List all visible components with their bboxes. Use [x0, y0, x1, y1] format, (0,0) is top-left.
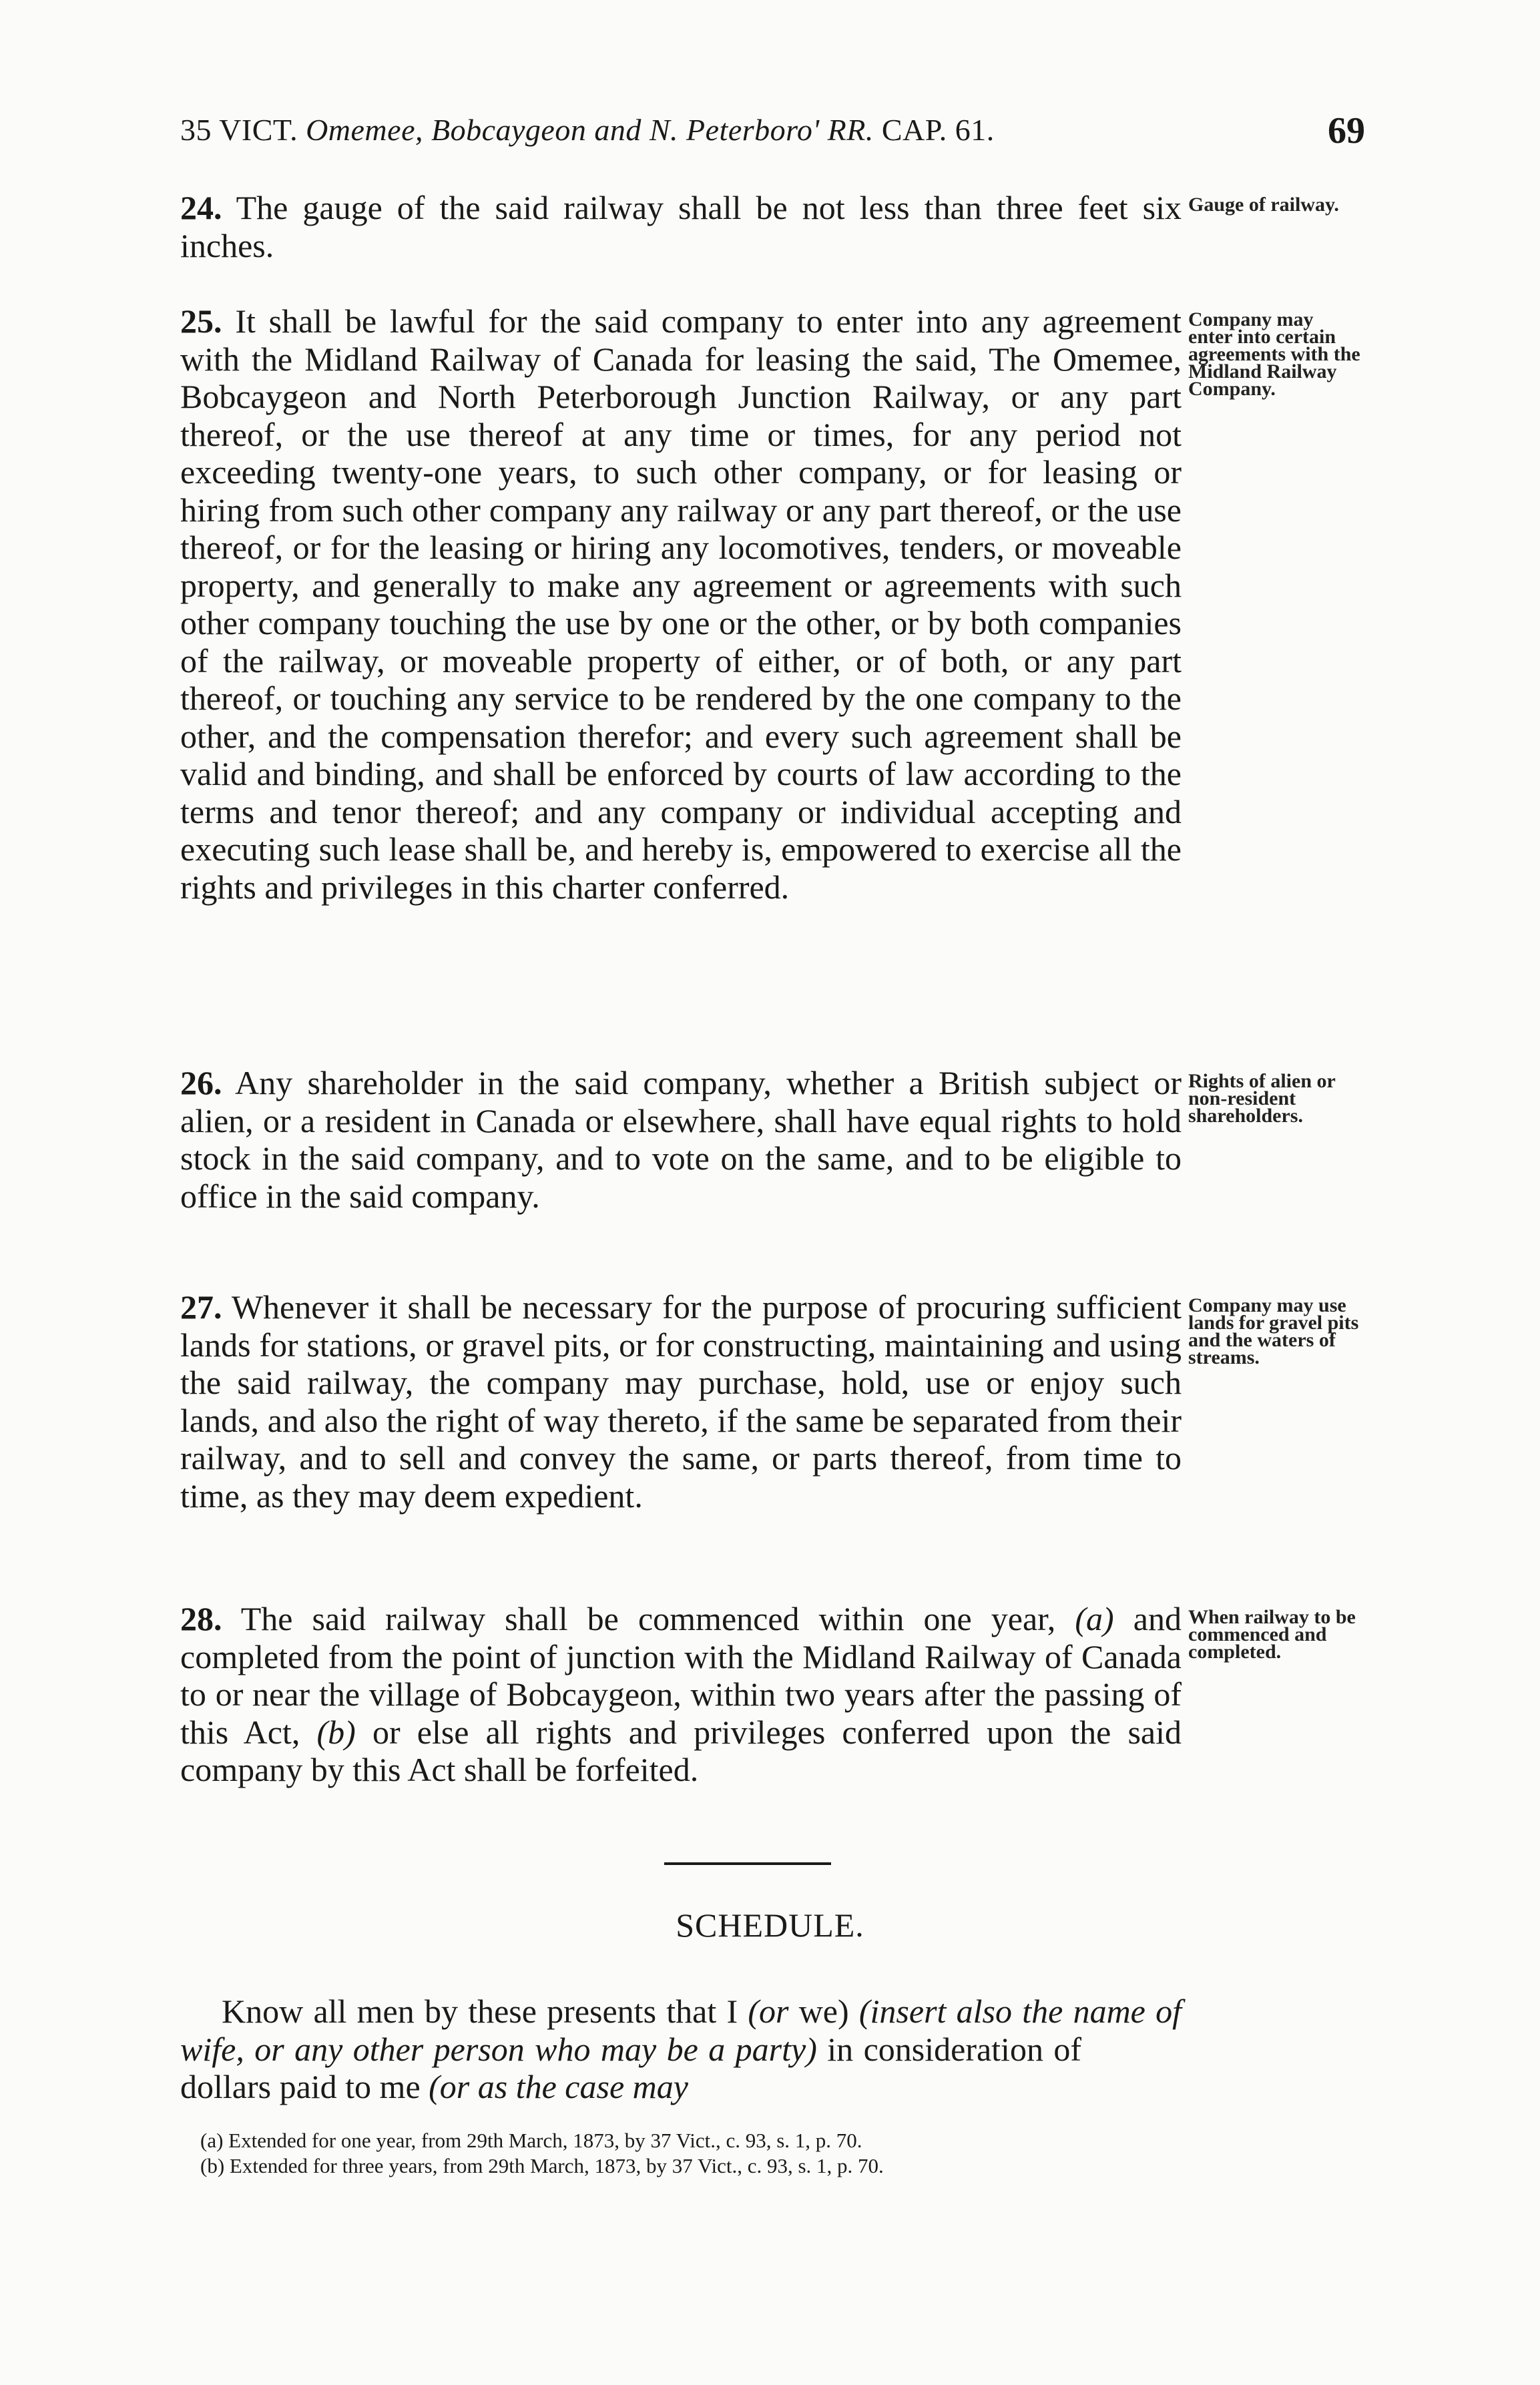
section-number: 24.: [180, 189, 222, 226]
running-title: [180, 112, 995, 148]
schedule-i2: (insert also the name of wife, or any other person who may be a party): [180, 1993, 1182, 2068]
footnotes: [200, 2128, 1188, 2179]
schedule-t4: dollars paid to me: [180, 2068, 421, 2105]
schedule-i1: (or: [748, 1993, 789, 2030]
section-text: Whenever it shall be necessary for the purpose of procuring sufficient lands for stations, or gravel pits, or for constructing, maintaining and using the said railway, the company may purchase, hold, use or enjoy such lands, and also the right of way thereto, if the same be separated from their railway, and to sell and convey the same, or parts thereof, from time to time, as they may deem expedient.: [180, 1288, 1182, 1515]
margin-note-gauge: Gauge of railway.: [1188, 194, 1339, 216]
section-26: [180, 1064, 1182, 1215]
section-text: It shall be lawful for the said company to enter into any agreement with the Midland Railway of Canada for leasing the said, The Omemee, Bobcaygeon and North Peterborough Junction Railway, or any part thereof, or the use thereof at any time or times, for any period not exceeding twenty-one years, to such other company, or for leasing or hiring from such other company any railway or any part thereof, or the use thereof, or for the leasing or hiring any locomotives, tenders, or moveable property, and generally to make any agreement or agreements with such other company touching the use by one or the other, or by both companies of the railway, or moveable property of either, or of both, or any part thereof, or touching any service to be rendered by the one company to the other, and the compensation therefor; and every such agreement shall be valid and binding, and shall be enforced by courts of law according to the terms and tenor thereof; and any company or individual accepting and executing such lease shall be, and hereby is, empowered to exercise all the rights and privileges in this charter conferred.: [180, 302, 1182, 906]
footnote-a: (a) Extended for one year, from 29th March, 1873, by 37 Vict., c. 93, s. 1, p. 70.: [200, 2129, 862, 2152]
schedule-t2: we): [798, 1993, 849, 2030]
section-26-body: [180, 1064, 1182, 1215]
margin-note-shareholders: Rights of alien or non-resident shareholders.: [1188, 1070, 1336, 1127]
section-number: 27.: [180, 1288, 222, 1326]
title-suffix: CAP. 61.: [881, 113, 995, 147]
title-prefix: 35 VICT.: [180, 113, 298, 147]
section-text-b: and completed from the point of junction with the Midland Railway of Canada to or near the village of Bobcaygeon, within two years after the passing of this Act,: [180, 1600, 1182, 1751]
schedule-i3: (or as the case may: [429, 2068, 688, 2105]
section-27-body: [180, 1288, 1182, 1515]
schedule-t3: in consideration of: [827, 2030, 1082, 2068]
section-number: 28.: [180, 1600, 222, 1637]
section-25: [180, 302, 1182, 906]
title-italic: Omemee, Bobcaygeon and N. Peterboro' RR.: [306, 113, 874, 147]
section-27: [180, 1288, 1182, 1515]
divider-rule: [664, 1862, 831, 1865]
section-25-body: [180, 302, 1182, 906]
running-header: [180, 112, 1365, 159]
section-28-body: [180, 1600, 1182, 1789]
section-text-a: The said railway shall be commenced within one year,: [240, 1600, 1056, 1637]
section-24: [180, 189, 1182, 264]
margin-note-commencement: When railway to be commenced and completed.: [1188, 1606, 1356, 1663]
schedule-heading: SCHEDULE.: [676, 1906, 864, 1944]
footnote-ref-b: (b): [316, 1713, 356, 1751]
footnote-b: (b) Extended for three years, from 29th March, 1873, by 37 Vict., c. 93, s. 1, p. 70.: [200, 2154, 884, 2177]
schedule-body: [180, 1993, 1182, 2106]
section-28: [180, 1600, 1182, 1789]
schedule-t1: Know all men by these presents that I: [222, 1993, 738, 2030]
margin-note-lands: Company may use lands for gravel pits and the waters of streams.: [1188, 1294, 1359, 1368]
section-text-c: or else all rights and privileges conferred upon the said company by this Act shall be forfeited.: [180, 1713, 1182, 1788]
section-24-body: [180, 189, 1182, 264]
footnote-ref-a: (a): [1075, 1600, 1114, 1637]
section-number: 26.: [180, 1064, 222, 1101]
section-text: Any shareholder in the said company, whether a British subject or alien, or a resident in Canada or elsewhere, shall have equal rights to hold stock in the said company, and to vote on the same, and to be eligible to office in the said company.: [180, 1064, 1182, 1215]
margin-note-agreements: Company may enter into certain agreements with the Midland Railway Company.: [1188, 308, 1360, 400]
section-number: 25.: [180, 302, 222, 340]
page-number: 69: [1328, 110, 1365, 152]
schedule-paragraph: [180, 1993, 1182, 2106]
section-text: The gauge of the said railway shall be not less than three feet six inches.: [180, 189, 1182, 264]
